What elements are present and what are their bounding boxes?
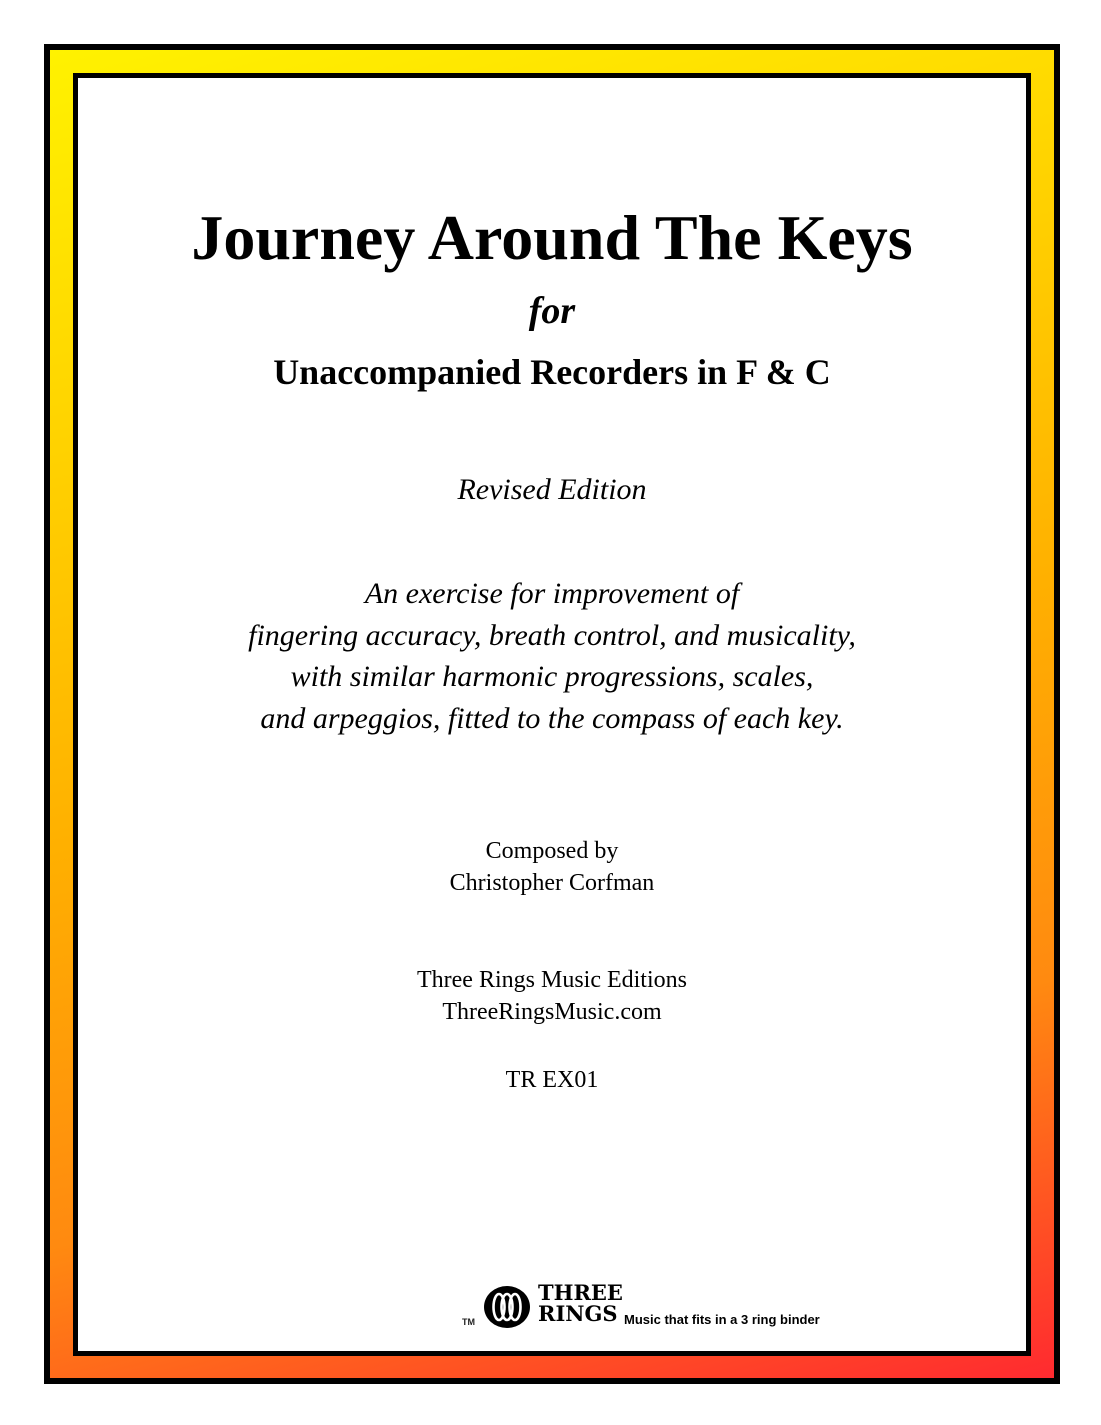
brand-tagline: Music that fits in a 3 ring binder — [624, 1312, 820, 1327]
brand-line: THREE — [538, 1280, 623, 1305]
publisher-logo — [458, 1282, 878, 1332]
catalog-number: TR EX01 — [505, 1067, 599, 1093]
for-label: for — [528, 290, 576, 332]
three-rings-icon — [482, 1284, 532, 1330]
composer-name: Christopher Corfman — [449, 870, 655, 896]
composed-by-label: Composed by — [485, 838, 619, 864]
publisher-name: Three Rings Music Editions — [417, 967, 687, 993]
cover-title: Journey Around The Keys — [191, 202, 913, 273]
brand-wordmark — [538, 1282, 623, 1324]
publisher-website: ThreeRingsMusic.com — [442, 999, 662, 1025]
trademark-mark: TM — [462, 1317, 475, 1327]
publisher-block — [78, 964, 1026, 1028]
cover-subtitle: Unaccompanied Recorders in F & C — [273, 352, 831, 392]
composer-block — [78, 835, 1026, 899]
description-line: fingering accuracy, breath control, and musicality, — [248, 618, 856, 652]
description-line: and arpeggios, fitted to the compass of each key. — [260, 701, 844, 735]
brand-line: RINGS — [538, 1301, 618, 1326]
edition-label: Revised Edition — [457, 473, 647, 506]
description-line: with similar harmonic progressions, scales, — [290, 660, 814, 693]
description-block — [78, 573, 1026, 739]
cover-page — [78, 78, 1026, 1351]
description-line: An exercise for improvement of — [364, 577, 740, 610]
